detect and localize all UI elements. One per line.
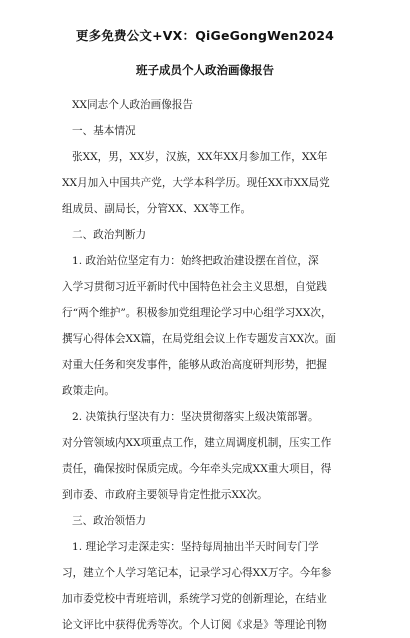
paragraph-line: 撰写心得体会XX篇，在局党组会议上作专题发言XX次。面	[62, 333, 336, 345]
section-heading-political-judgment: 二、政治判断力	[72, 229, 147, 241]
paragraph-line: 张XX，男，XX岁，汉族，XX年XX月参加工作，XX年	[72, 151, 328, 163]
paragraph-line: 1. 理论学习走深走实：坚持每周抽出半天时间专门学	[72, 541, 319, 553]
section-heading-political-comprehension: 三、政治领悟力	[72, 515, 147, 527]
paragraph-line: 2. 决策执行坚决有力：坚决贯彻落实上级决策部署。	[72, 411, 319, 423]
paragraph-basic-info	[62, 144, 348, 222]
paragraph-line: 论文评比中获得优秀等次。个人订阅《求是》等理论刊物	[62, 619, 327, 631]
paragraph-line: 1. 政治站位坚定有力：始终把政治建设摆在首位，深	[72, 255, 319, 267]
section-heading-basic-info: 一、基本情况	[72, 125, 136, 137]
paragraph-line: 加市委党校中青班培训，系统学习党的创新理论，在结业	[62, 593, 327, 605]
paragraph-theory-study	[62, 534, 348, 638]
report-subtitle: XX同志个人政治画像报告	[72, 99, 194, 111]
paragraph-line: XX月加入中国共产党，大学本科学历。现任XX市XX局党	[62, 177, 330, 189]
paragraph-line: 行“两个维护”。积极参加党组理论学习中心组学习XX次，	[62, 307, 332, 319]
paragraph-line: 对分管领域内XX项重点工作，建立周调度机制，压实工作	[62, 437, 332, 449]
document-title: 班子成员个人政治画像报告	[136, 63, 274, 77]
paragraph-line: 对重大任务和突发事件，能够从政治高度研判形势，把握	[62, 359, 327, 371]
paragraph-line: 习，建立个人学习笔记本，记录学习心得XX万字。今年参	[62, 567, 332, 579]
paragraph-decision-execution	[62, 404, 348, 508]
paragraph-line: 到市委、市政府主要领导肯定性批示XX次。	[62, 489, 268, 501]
promo-header: 更多免费公文+VX：QiGeGongWen2024	[75, 28, 335, 43]
paragraph-line: 政策走向。	[62, 385, 115, 397]
paragraph-line: 责任，确保按时保质完成。今年牵头完成XX重大项目，得	[62, 463, 332, 475]
paragraph-line: 组成员、副局长，分管XX、XX等工作。	[62, 203, 252, 215]
paragraph-political-stance	[62, 248, 348, 404]
paragraph-line: 入学习贯彻习近平新时代中国特色社会主义思想，自觉践	[62, 281, 327, 293]
